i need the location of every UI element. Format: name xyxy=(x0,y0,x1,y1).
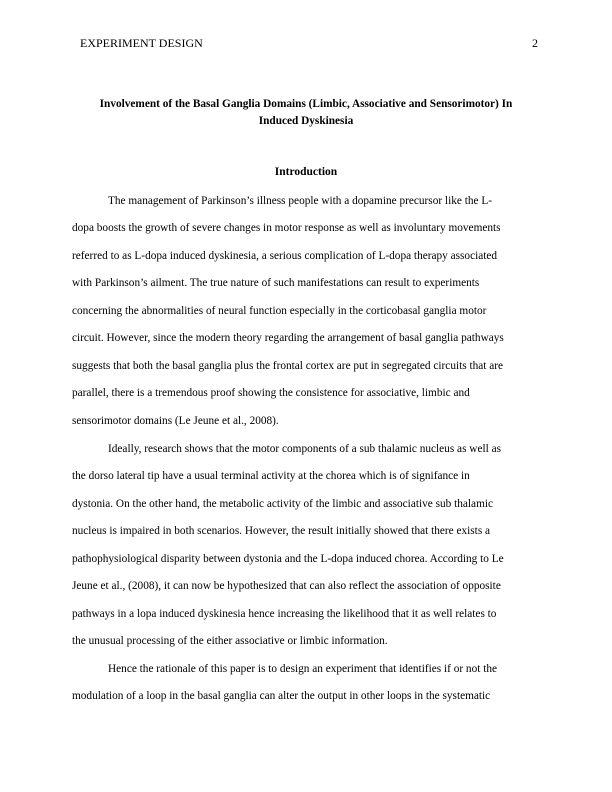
document-title-line-1: Involvement of the Basal Ganglia Domains (Limbic, Associative and Sensorimotor) In xyxy=(99,98,513,110)
body-line: the unusual processing of the either associative or limbic information. xyxy=(72,635,388,647)
body-line: Ideally, research shows that the motor components of a sub thalamic nucleus as well as xyxy=(108,443,501,455)
running-head: EXPERIMENT DESIGN xyxy=(80,36,203,50)
body-line: the dorso lateral tip have a usual terminal activity at the chorea which is of signifance in xyxy=(72,470,470,482)
body-line: parallel, there is a tremendous proof showing the consistence for associative, limbic and xyxy=(72,387,470,399)
body-line: dopa boosts the growth of severe changes in motor response as well as involuntary movements xyxy=(72,222,501,234)
section-heading-introduction: Introduction xyxy=(274,166,338,178)
body-line: with Parkinson’s ailment. The true nature of such manifestations can result to experiments xyxy=(72,277,480,289)
body-line: Jeune et al., (2008), it can now be hypothesized that can also reflect the association of opposite xyxy=(72,580,501,592)
body-line: dystonia. On the other hand, the metabolic activity of the limbic and associative sub thalamic xyxy=(72,498,494,510)
body-line: nucleus is impaired in both scenarios. However, the result initially showed that there exists a xyxy=(72,525,491,537)
page-number: 2 xyxy=(532,36,538,50)
body-line: concerning the abnormalities of neural function especially in the corticobasal ganglia motor xyxy=(72,305,487,317)
body-line: referred to as L-dopa induced dyskinesia, a serious complication of L-dopa therapy associated xyxy=(72,250,498,262)
body-line: The management of Parkinson’s illness people with a dopamine precursor like the L- xyxy=(108,195,492,207)
body-line: sensorimotor domains (Le Jeune et al., 2008). xyxy=(72,415,279,427)
body-line: modulation of a loop in the basal ganglia can alter the output in other loops in the systematic xyxy=(72,690,491,702)
body-line: pathways in a lopa induced dyskinesia hence increasing the likelihood that it as well relates to xyxy=(72,608,497,620)
document-title-line-2: Induced Dyskinesia xyxy=(258,115,354,127)
body-line: suggests that both the basal ganglia plus the frontal cortex are put in segregated circuits that are xyxy=(72,360,504,372)
body-line: pathophysiological disparity between dystonia and the L-dopa induced chorea. According to Le xyxy=(72,553,504,565)
body-line: circuit. However, since the modern theory regarding the arrangement of basal ganglia pathways xyxy=(72,332,504,344)
body-line: Hence the rationale of this paper is to design an experiment that identifies if or not the xyxy=(108,663,497,675)
